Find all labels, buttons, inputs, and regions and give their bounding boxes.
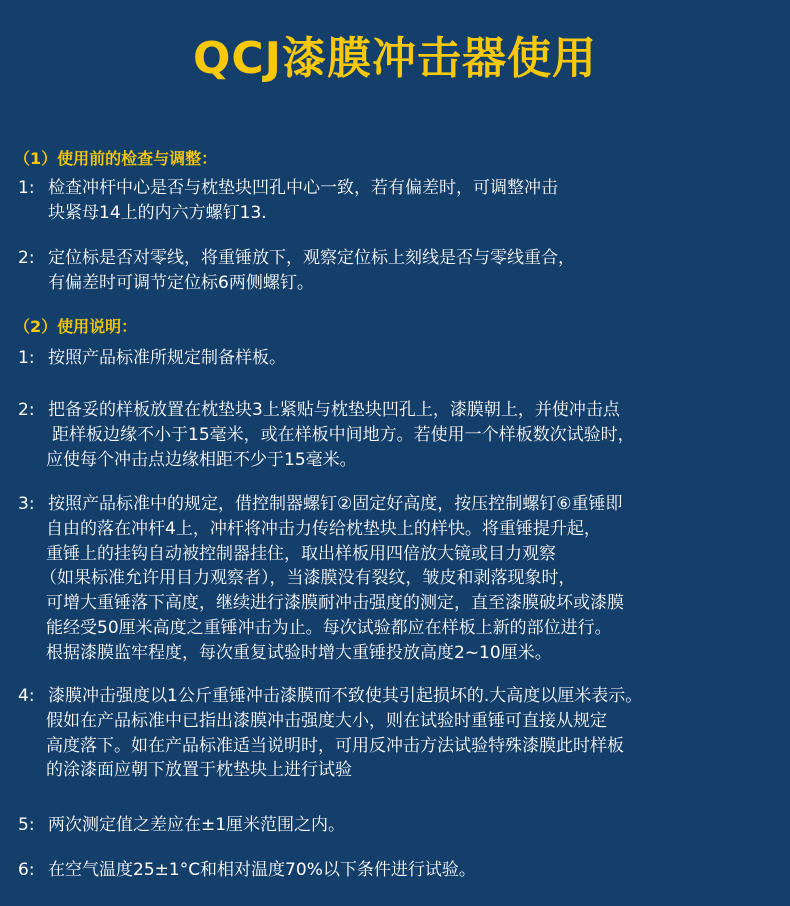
item-number: 6:	[18, 860, 35, 880]
item-text-line: 按照产品标准所规定制备样板。	[48, 348, 286, 368]
item-text-line: 假如在产品标准中已指出漆膜冲击强度大小，则在试验时重锤可直接从规定	[46, 710, 607, 731]
item-text-line: 应使每个冲击点边缘相距不少于15毫米。	[46, 449, 357, 470]
section-heading-usage: （2）使用说明：	[14, 317, 138, 336]
list-item-usage-2	[18, 398, 778, 472]
item-text-line: 把备妥的样板放置在枕垫块3上紧贴与枕垫块凹孔上，漆膜朝上，并使冲击点	[48, 400, 620, 420]
item-text-line: 高度落下。如在产品标准适当说明时，可用反冲击方法试验特殊漆膜此时样板	[46, 735, 624, 756]
item-text-line: 块紧母14上的内六方螺钉13.	[48, 202, 267, 223]
item-text-line: 有偏差时可调节定位标6两侧螺钉。	[48, 272, 314, 293]
item-text-line: 能经受50厘米高度之重锤冲击为止。每次试验都应在样板上新的部位进行。	[46, 617, 612, 638]
item-text-line: 可增大重锤落下高度，继续进行漆膜耐冲击强度的测定，直至漆膜破坏或漆膜	[46, 593, 624, 614]
item-number: 2:	[18, 248, 35, 268]
item-text-line: 距样板边缘不小于15毫米，或在样板中间地方。若使用一个样板数次试验时，	[52, 424, 635, 445]
list-item-usage-6	[18, 858, 778, 883]
item-text-line: 重锤上的挂钩自动被控制器挂住，取出样板用四倍放大镜或目力观察	[46, 543, 556, 564]
list-item-usage-3	[18, 492, 778, 666]
item-text-line: 定位标是否对零线，将重锤放下，观察定位标上刻线是否与零线重合，	[48, 248, 575, 268]
item-number: 3:	[18, 494, 35, 514]
item-text-line: （如果标准允许用目力观察者），当漆膜没有裂纹，皱皮和剥落现象时，	[40, 568, 576, 589]
section-heading-check: （1）使用前的检查与调整：	[14, 149, 218, 168]
list-item-check-1	[18, 176, 778, 226]
item-text-line: 按照产品标准中的规定，借控制器螺钉②固定好高度，按压控制螺钉⑥重锤即	[48, 494, 623, 514]
list-item-usage-5	[18, 813, 778, 838]
item-text-line: 的涂漆面应朝下放置于枕垫块上进行试验	[46, 760, 352, 781]
item-text-line: 漆膜冲击强度以1公斤重锤冲击漆膜而不致使其引起损坏的.大高度以厘米表示。	[48, 686, 643, 706]
list-item-usage-1	[18, 346, 778, 371]
item-text-line: 根据漆膜监牢程度，每次重复试验时增大重锤投放高度2~10厘米。	[46, 642, 552, 663]
item-text-line: 在空气温度25±1°C和相对温度70%以下条件进行试验。	[48, 860, 476, 880]
list-item-check-2	[18, 246, 778, 296]
item-number: 2:	[18, 400, 35, 420]
item-text-line: 两次测定值之差应在±1厘米范围之内。	[48, 815, 346, 835]
item-number: 1:	[18, 178, 35, 198]
item-number: 5:	[18, 815, 35, 835]
item-text-line: 检查冲杆中心是否与枕垫块凹孔中心一致，若有偏差时，可调整冲击	[48, 178, 558, 198]
item-number: 1:	[18, 348, 35, 368]
item-text-line: 自由的落在冲杆4上，冲杆将冲击力传给枕垫块上的样快。将重锤提升起，	[46, 518, 601, 539]
page-title: QCJ漆膜冲击器使用	[192, 33, 598, 84]
item-number: 4:	[18, 686, 35, 706]
list-item-usage-4	[18, 684, 778, 783]
